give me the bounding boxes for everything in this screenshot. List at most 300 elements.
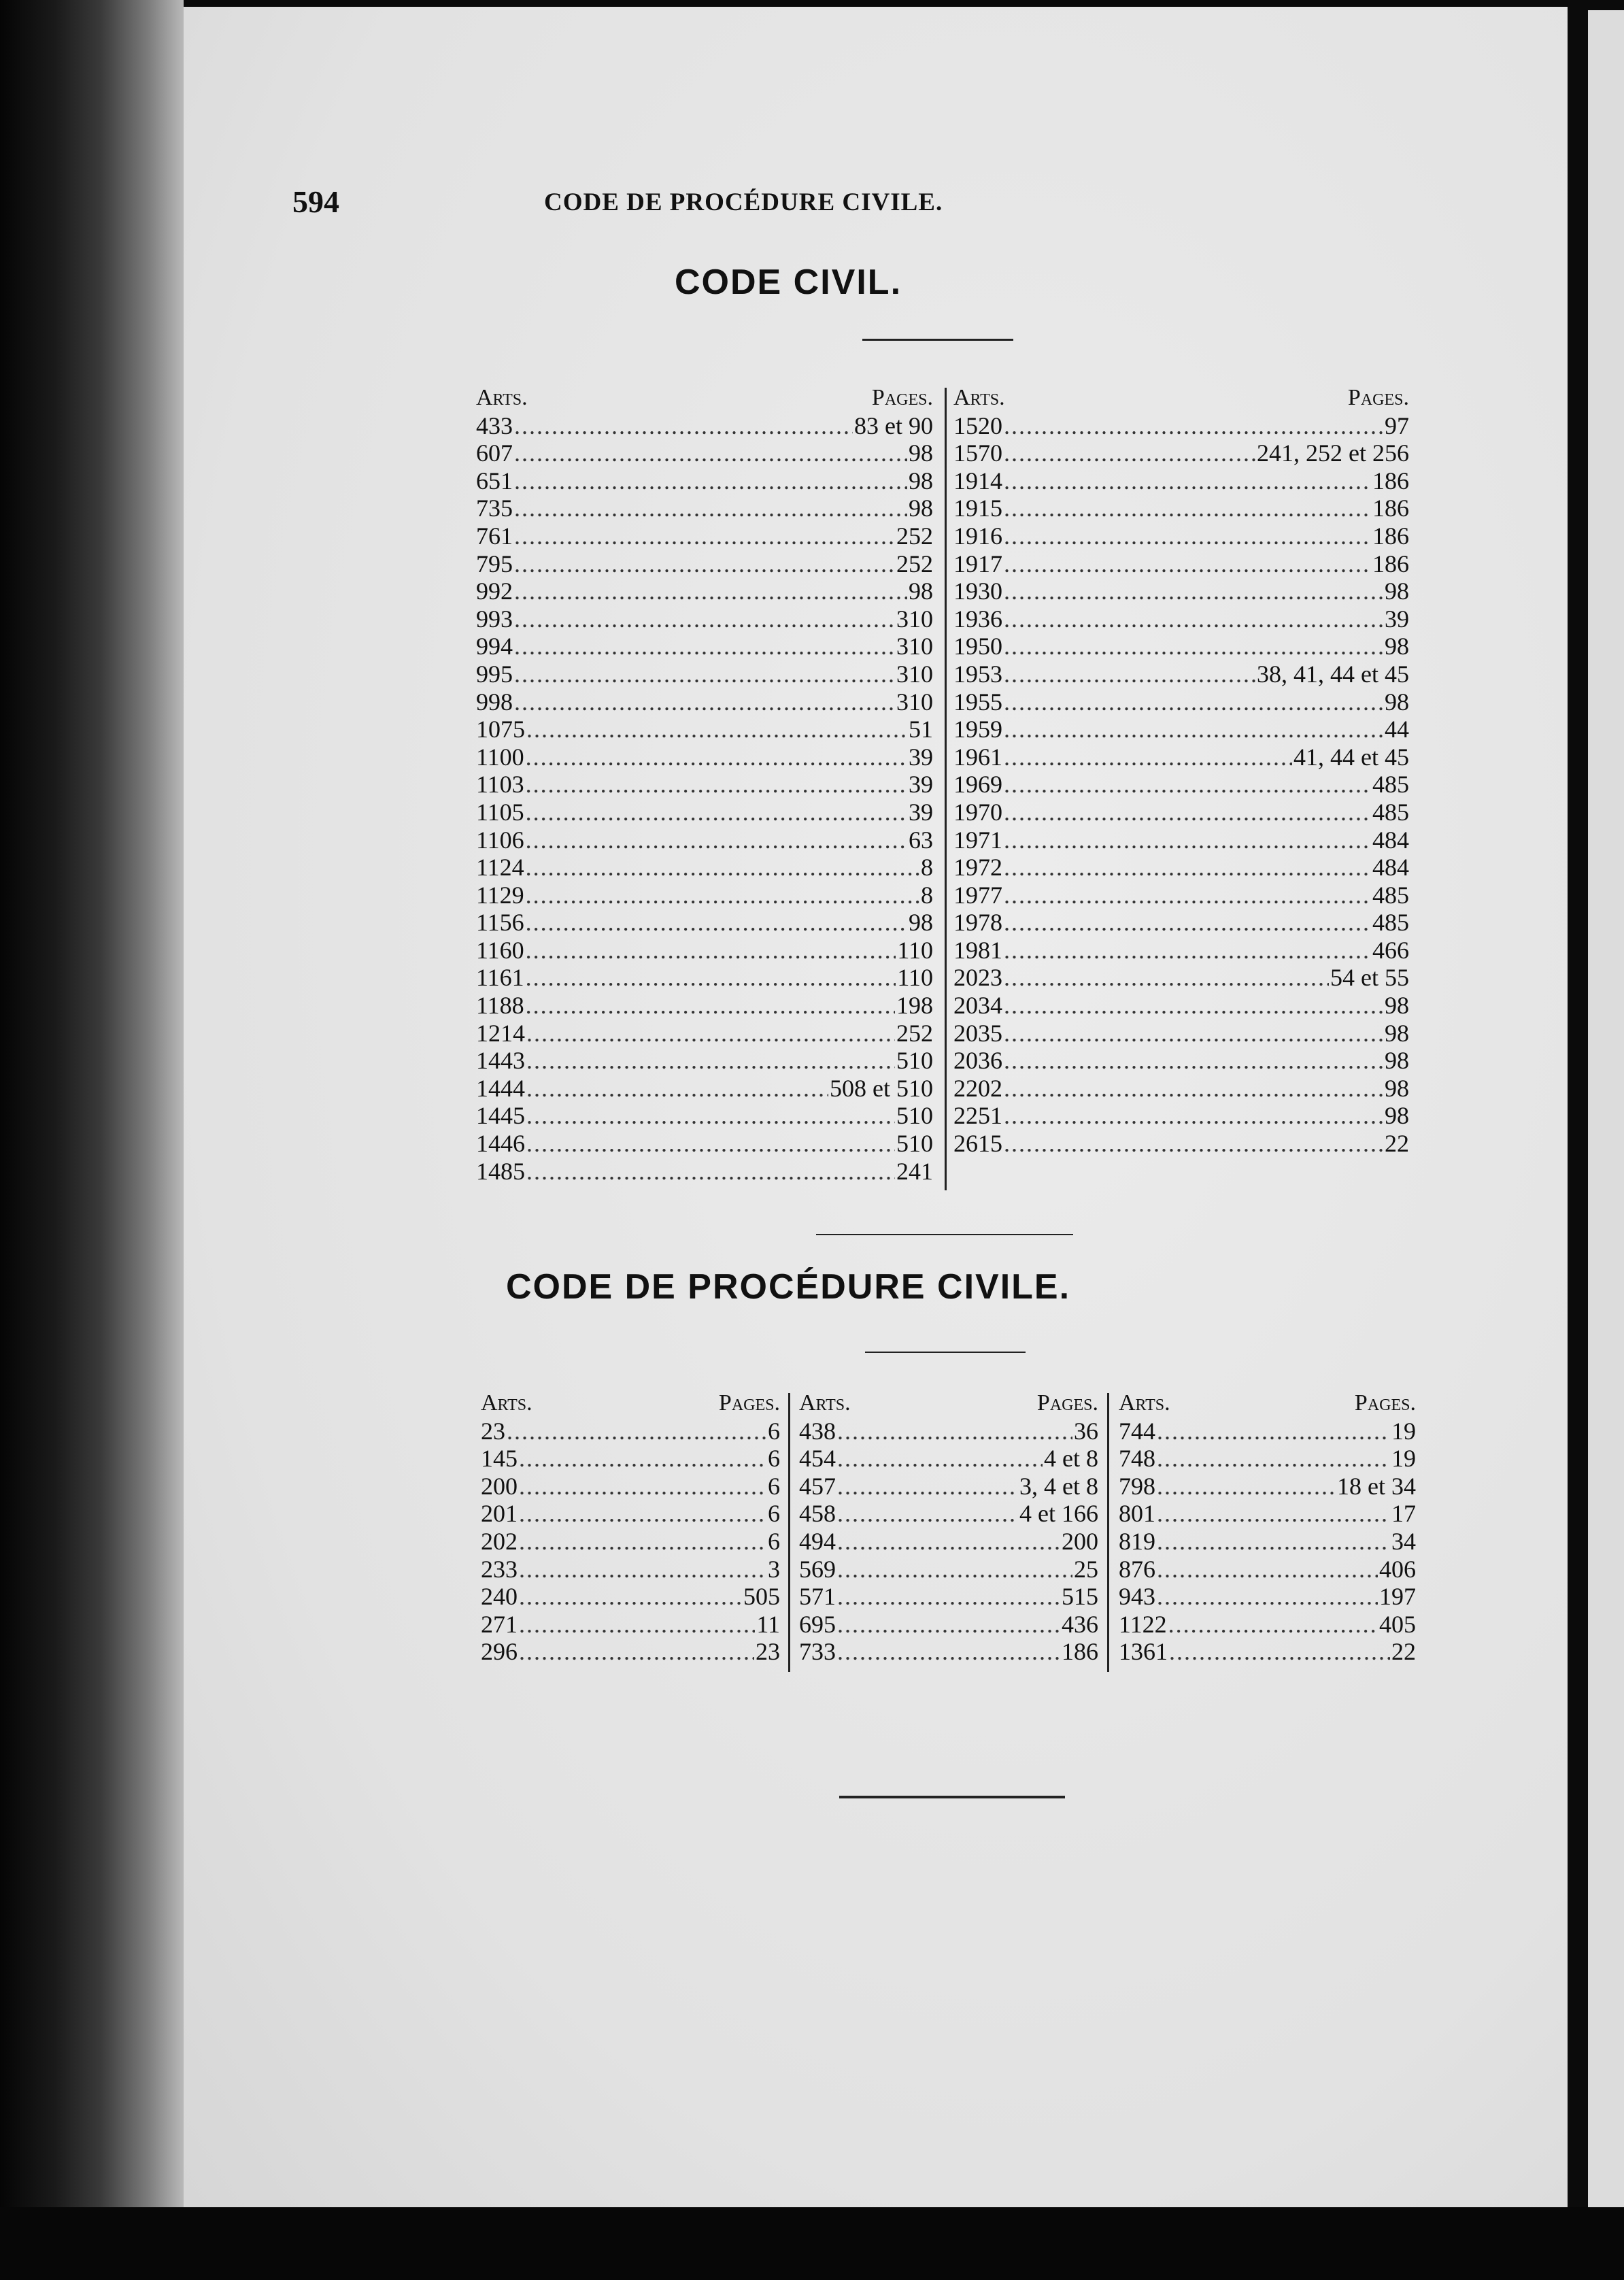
index-entry: [953, 937, 1409, 965]
dot-leader: [1004, 660, 1255, 688]
article-number: 1914: [953, 467, 1002, 494]
heading-arts: Arts.: [799, 1390, 851, 1415]
dot-leader: [837, 1418, 1072, 1445]
dot-leader: [837, 1445, 1043, 1473]
dot-leader: [526, 909, 907, 937]
page-reference: 34: [1391, 1527, 1416, 1555]
heading-pages: Pages.: [718, 1390, 780, 1415]
dot-leader: [1157, 1583, 1378, 1611]
page-reference: 186: [1372, 550, 1409, 577]
index-entry: [953, 826, 1409, 854]
section-title-code-procedure: CODE DE PROCÉDURE CIVILE.: [505, 1267, 1071, 1307]
index-entry: [1119, 1583, 1416, 1611]
dot-leader: [526, 743, 907, 771]
article-number: 1100: [476, 743, 524, 771]
heading-pages: Pages.: [1036, 1390, 1098, 1415]
code-procedure-column-3: [1119, 1390, 1416, 1666]
heading-pages: Pages.: [1354, 1390, 1416, 1415]
article-number: 733: [799, 1638, 836, 1666]
index-entry: [476, 716, 933, 743]
article-number: 993: [476, 605, 513, 633]
index-entry: [953, 771, 1409, 799]
page-reference: 11: [756, 1610, 780, 1638]
running-header: [0, 184, 1624, 224]
article-number: 1953: [953, 660, 1002, 688]
article-number: 695: [799, 1610, 836, 1638]
article-number: 607: [476, 439, 513, 467]
dot-leader: [519, 1611, 755, 1639]
index-entry: [476, 964, 933, 992]
article-number: 1915: [953, 494, 1002, 522]
article-number: 1161: [476, 964, 524, 992]
article-number: 201: [481, 1500, 518, 1528]
page-reference: 39: [1385, 605, 1409, 633]
title-rule: [865, 1352, 1026, 1353]
next-page-edge: [1588, 10, 1624, 2241]
index-entry: [481, 1528, 780, 1556]
page-reference: 17: [1391, 1500, 1416, 1528]
index-entry: [476, 439, 933, 467]
article-number: 1156: [476, 909, 524, 937]
article-number: 1930: [953, 577, 1002, 605]
index-entry: [953, 799, 1409, 826]
heading-pages: Pages.: [871, 385, 933, 410]
page-reference: 6: [768, 1527, 780, 1555]
page-reference: 98: [909, 439, 933, 467]
article-number: 433: [476, 412, 513, 439]
article-number: 1981: [953, 936, 1002, 964]
page-reference: 485: [1372, 798, 1409, 826]
code-civil-left-column: [476, 384, 933, 1185]
page-reference: 36: [1074, 1417, 1098, 1445]
code-procedure-column-2: [799, 1390, 1098, 1666]
article-number: 748: [1119, 1445, 1155, 1473]
dot-leader: [1004, 439, 1255, 467]
code-civil-right-column: [953, 384, 1409, 1158]
dot-leader: [1004, 799, 1371, 826]
index-entry: [953, 1102, 1409, 1130]
article-number: 1122: [1119, 1610, 1167, 1638]
index-entry: [953, 605, 1409, 633]
page-reference: 19: [1391, 1417, 1416, 1445]
page-reference: 98: [1385, 688, 1409, 716]
dot-leader: [526, 992, 895, 1020]
article-number: 1917: [953, 550, 1002, 577]
article-number: 2023: [953, 964, 1002, 992]
page-reference: 98: [909, 577, 933, 605]
page-reference: 241: [896, 1157, 933, 1185]
page-reference: 484: [1372, 854, 1409, 882]
page-reference: 466: [1372, 936, 1409, 964]
index-entry: [1119, 1556, 1416, 1583]
article-number: 1977: [953, 881, 1002, 909]
page-reference: 485: [1372, 771, 1409, 799]
dot-leader: [519, 1473, 766, 1501]
page-reference: 54 et 55: [1330, 964, 1409, 992]
index-entry: [481, 1445, 780, 1473]
article-number: 1103: [476, 771, 524, 799]
dot-leader: [526, 1047, 895, 1075]
index-entry: [953, 854, 1409, 882]
dot-leader: [526, 716, 907, 743]
dot-leader: [1004, 605, 1383, 633]
page-reference: 98: [1385, 633, 1409, 660]
index-entry: [476, 633, 933, 660]
article-number: 1160: [476, 936, 524, 964]
dot-leader: [1004, 1130, 1383, 1158]
page-reference: 186: [1372, 522, 1409, 550]
article-number: 1961: [953, 743, 1002, 771]
section-rule: [816, 1234, 1073, 1235]
page-reference: 186: [1372, 467, 1409, 494]
index-entry: [953, 467, 1409, 495]
index-entry: [1119, 1638, 1416, 1666]
dot-leader: [1157, 1528, 1390, 1556]
dot-leader: [507, 1418, 766, 1445]
index-entry: [953, 882, 1409, 909]
dot-leader: [837, 1528, 1060, 1556]
column-divider: [1107, 1393, 1109, 1672]
page-reference: 505: [743, 1583, 780, 1611]
article-number: 1443: [476, 1047, 525, 1075]
index-entry: [953, 1047, 1409, 1075]
dot-leader: [514, 577, 907, 605]
article-number: 494: [799, 1527, 836, 1555]
page-reference: 8: [921, 881, 933, 909]
page-reference: 39: [909, 798, 933, 826]
index-entry: [953, 992, 1409, 1020]
index-entry: [953, 660, 1409, 688]
index-entry: [476, 771, 933, 799]
dot-leader: [526, 937, 896, 965]
page-reference: 252: [896, 550, 933, 577]
page-reference: 19: [1391, 1445, 1416, 1473]
page-reference: 198: [896, 992, 933, 1020]
dot-leader: [526, 1075, 828, 1103]
article-number: 995: [476, 660, 513, 688]
page-reference: 25: [1074, 1555, 1098, 1583]
index-entry: [476, 688, 933, 716]
dot-leader: [519, 1638, 754, 1666]
dot-leader: [1004, 577, 1383, 605]
dot-leader: [1157, 1445, 1390, 1473]
index-entry: [476, 1102, 933, 1130]
dot-leader: [1004, 964, 1329, 992]
article-number: 438: [799, 1417, 836, 1445]
dot-leader: [519, 1500, 766, 1528]
dot-leader: [1004, 992, 1383, 1020]
dot-leader: [514, 688, 895, 716]
article-number: 1955: [953, 688, 1002, 716]
page-reference: 22: [1385, 1130, 1409, 1158]
article-number: 651: [476, 467, 513, 494]
index-entry: [953, 1075, 1409, 1103]
page-reference: 98: [1385, 1047, 1409, 1075]
article-number: 2615: [953, 1130, 1002, 1158]
dot-leader: [837, 1500, 1018, 1528]
index-entry: [953, 909, 1409, 937]
article-number: 992: [476, 577, 513, 605]
end-rule: [839, 1796, 1065, 1798]
dot-leader: [514, 494, 907, 522]
dot-leader: [1004, 494, 1371, 522]
dot-leader: [1004, 688, 1383, 716]
column-heading: [799, 1390, 1098, 1418]
dot-leader: [837, 1583, 1060, 1611]
title-rule: [862, 339, 1013, 341]
index-entry: [799, 1500, 1098, 1528]
index-entry: [476, 909, 933, 937]
dot-leader: [1004, 882, 1371, 909]
article-number: 1959: [953, 716, 1002, 743]
article-number: 1978: [953, 909, 1002, 937]
dot-leader: [1004, 550, 1371, 578]
article-number: 271: [481, 1610, 518, 1638]
page-reference: 3: [768, 1555, 780, 1583]
page-reference: 6: [768, 1500, 780, 1528]
index-entry: [799, 1638, 1098, 1666]
article-number: 1124: [476, 854, 524, 882]
page-reference: 3, 4 et 8: [1019, 1472, 1098, 1500]
article-number: 145: [481, 1445, 518, 1473]
dot-leader: [1157, 1473, 1336, 1501]
page-reference: 110: [897, 936, 933, 964]
index-entry: [476, 854, 933, 882]
page-reference: 4 et 8: [1044, 1445, 1098, 1473]
article-number: 798: [1119, 1472, 1155, 1500]
page-reference: 98: [1385, 577, 1409, 605]
article-number: 2035: [953, 1019, 1002, 1047]
page-reference: 6: [768, 1472, 780, 1500]
page-reference: 310: [896, 660, 933, 688]
article-number: 994: [476, 633, 513, 660]
dot-leader: [514, 633, 895, 660]
index-entry: [799, 1445, 1098, 1473]
page-reference: 6: [768, 1445, 780, 1473]
dot-leader: [514, 467, 907, 495]
page-reference: 510: [896, 1047, 933, 1075]
dot-leader: [514, 439, 907, 467]
page-reference: 405: [1379, 1610, 1416, 1638]
dot-leader: [519, 1556, 766, 1583]
dot-leader: [526, 1130, 895, 1158]
index-entry: [1119, 1500, 1416, 1528]
dot-leader: [526, 1102, 895, 1130]
article-number: 1969: [953, 771, 1002, 799]
index-entry: [476, 1158, 933, 1186]
dot-leader: [526, 826, 907, 854]
page-reference: 51: [909, 716, 933, 743]
article-number: 1970: [953, 798, 1002, 826]
dot-leader: [519, 1528, 766, 1556]
dot-leader: [519, 1583, 742, 1611]
column-divider: [788, 1393, 790, 1672]
column-heading: [953, 384, 1409, 412]
page-reference: 4 et 166: [1019, 1500, 1098, 1528]
index-entry: [476, 550, 933, 578]
page-reference: 110: [897, 964, 933, 992]
page-reference: 98: [1385, 1019, 1409, 1047]
index-entry: [1119, 1418, 1416, 1445]
column-heading: [481, 1390, 780, 1418]
article-number: 1971: [953, 826, 1002, 854]
article-number: 2251: [953, 1102, 1002, 1130]
article-number: 2034: [953, 992, 1002, 1020]
article-number: 1105: [476, 798, 524, 826]
page-reference: 252: [896, 1019, 933, 1047]
article-number: 571: [799, 1583, 836, 1611]
page-reference: 310: [896, 605, 933, 633]
page-reference: 186: [1062, 1638, 1098, 1666]
dot-leader: [1157, 1500, 1390, 1528]
dot-leader: [526, 964, 896, 992]
dot-leader: [514, 522, 895, 550]
index-entry: [481, 1638, 780, 1666]
code-procedure-column-1: [481, 1390, 780, 1666]
page-reference: 310: [896, 688, 933, 716]
page-reference: 39: [909, 743, 933, 771]
index-entry: [481, 1556, 780, 1583]
page-reference: 97: [1385, 412, 1409, 439]
dot-leader: [1157, 1556, 1378, 1583]
article-number: 2202: [953, 1074, 1002, 1102]
dot-leader: [1004, 467, 1371, 495]
heading-arts: Arts.: [476, 385, 528, 410]
page-reference: 241, 252 et 256: [1257, 439, 1409, 467]
index-entry: [476, 882, 933, 909]
page-reference: 515: [1062, 1583, 1098, 1611]
article-number: 1916: [953, 522, 1002, 550]
dot-leader: [1004, 826, 1371, 854]
page-reference: 510: [896, 1102, 933, 1130]
dot-leader: [1004, 909, 1371, 937]
index-entry: [953, 964, 1409, 992]
page-reference: 98: [909, 494, 933, 522]
article-number: 1936: [953, 605, 1002, 633]
page-reference: 22: [1391, 1638, 1416, 1666]
dot-leader: [1157, 1418, 1390, 1445]
page-reference: 44: [1385, 716, 1409, 743]
dot-leader: [1004, 854, 1371, 882]
index-entry: [799, 1418, 1098, 1445]
index-entry: [953, 743, 1409, 771]
dot-leader: [1004, 743, 1292, 771]
page-reference: 98: [1385, 1074, 1409, 1102]
index-entry: [953, 633, 1409, 660]
index-entry: [953, 550, 1409, 578]
dot-leader: [1004, 1102, 1383, 1130]
index-entry: [476, 1130, 933, 1158]
page-reference: 252: [896, 522, 933, 550]
page-reference: 485: [1372, 881, 1409, 909]
dot-leader: [1004, 1047, 1383, 1075]
article-number: 1188: [476, 992, 524, 1020]
article-number: 23: [481, 1417, 505, 1445]
index-entry: [481, 1418, 780, 1445]
index-entry: [476, 412, 933, 440]
dot-leader: [1004, 633, 1383, 660]
page-reference: 485: [1372, 909, 1409, 937]
dot-leader: [1004, 716, 1383, 743]
dot-leader: [1169, 1638, 1390, 1666]
article-number: 795: [476, 550, 513, 577]
index-entry: [476, 605, 933, 633]
article-number: 1075: [476, 716, 525, 743]
article-number: 998: [476, 688, 513, 716]
article-number: 202: [481, 1527, 518, 1555]
article-number: 943: [1119, 1583, 1155, 1611]
section-title-code-civil: CODE CIVIL.: [674, 263, 902, 302]
page-reference: 310: [896, 633, 933, 660]
article-number: 569: [799, 1555, 836, 1583]
index-entry: [476, 826, 933, 854]
index-entry: [1119, 1445, 1416, 1473]
index-entry: [476, 577, 933, 605]
dot-leader: [526, 1158, 895, 1186]
dot-leader: [837, 1556, 1072, 1583]
dot-leader: [514, 412, 853, 440]
page-reference: 98: [1385, 1102, 1409, 1130]
article-number: 454: [799, 1445, 836, 1473]
column-heading: [476, 384, 933, 412]
article-number: 744: [1119, 1417, 1155, 1445]
index-entry: [953, 412, 1409, 440]
index-entry: [953, 1130, 1409, 1158]
article-number: 1950: [953, 633, 1002, 660]
article-number: 1361: [1119, 1638, 1168, 1666]
article-number: 2036: [953, 1047, 1002, 1075]
article-number: 1570: [953, 439, 1002, 467]
dot-leader: [837, 1638, 1060, 1666]
dot-leader: [1004, 771, 1371, 799]
article-number: 1106: [476, 826, 524, 854]
index-entry: [481, 1473, 780, 1501]
page-reference: 6: [768, 1417, 780, 1445]
article-number: 1485: [476, 1157, 525, 1185]
dot-leader: [1004, 522, 1371, 550]
article-number: 458: [799, 1500, 836, 1528]
index-entry: [481, 1611, 780, 1639]
index-entry: [799, 1528, 1098, 1556]
dot-leader: [1004, 1020, 1383, 1047]
page-reference: 197: [1379, 1583, 1416, 1611]
index-entry: [1119, 1528, 1416, 1556]
page-reference: 41, 44 et 45: [1293, 743, 1409, 771]
page-reference: 18 et 34: [1337, 1472, 1416, 1500]
page-reference: 63: [909, 826, 933, 854]
index-entry: [953, 522, 1409, 550]
dot-leader: [526, 882, 919, 909]
page-reference: 186: [1372, 494, 1409, 522]
dot-leader: [514, 550, 895, 578]
dot-leader: [514, 660, 895, 688]
index-entry: [476, 937, 933, 965]
dot-leader: [1004, 937, 1371, 965]
page-reference: 83 et 90: [854, 412, 933, 439]
article-number: 1446: [476, 1130, 525, 1158]
article-number: 1445: [476, 1102, 525, 1130]
page-reference: 38, 41, 44 et 45: [1257, 660, 1409, 688]
page-reference: 23: [756, 1638, 780, 1666]
dot-leader: [526, 799, 907, 826]
article-number: 801: [1119, 1500, 1155, 1528]
index-entry: [476, 467, 933, 495]
index-entry: [476, 992, 933, 1020]
index-entry: [953, 716, 1409, 743]
index-entry: [953, 439, 1409, 467]
index-entry: [476, 743, 933, 771]
index-entry: [481, 1500, 780, 1528]
